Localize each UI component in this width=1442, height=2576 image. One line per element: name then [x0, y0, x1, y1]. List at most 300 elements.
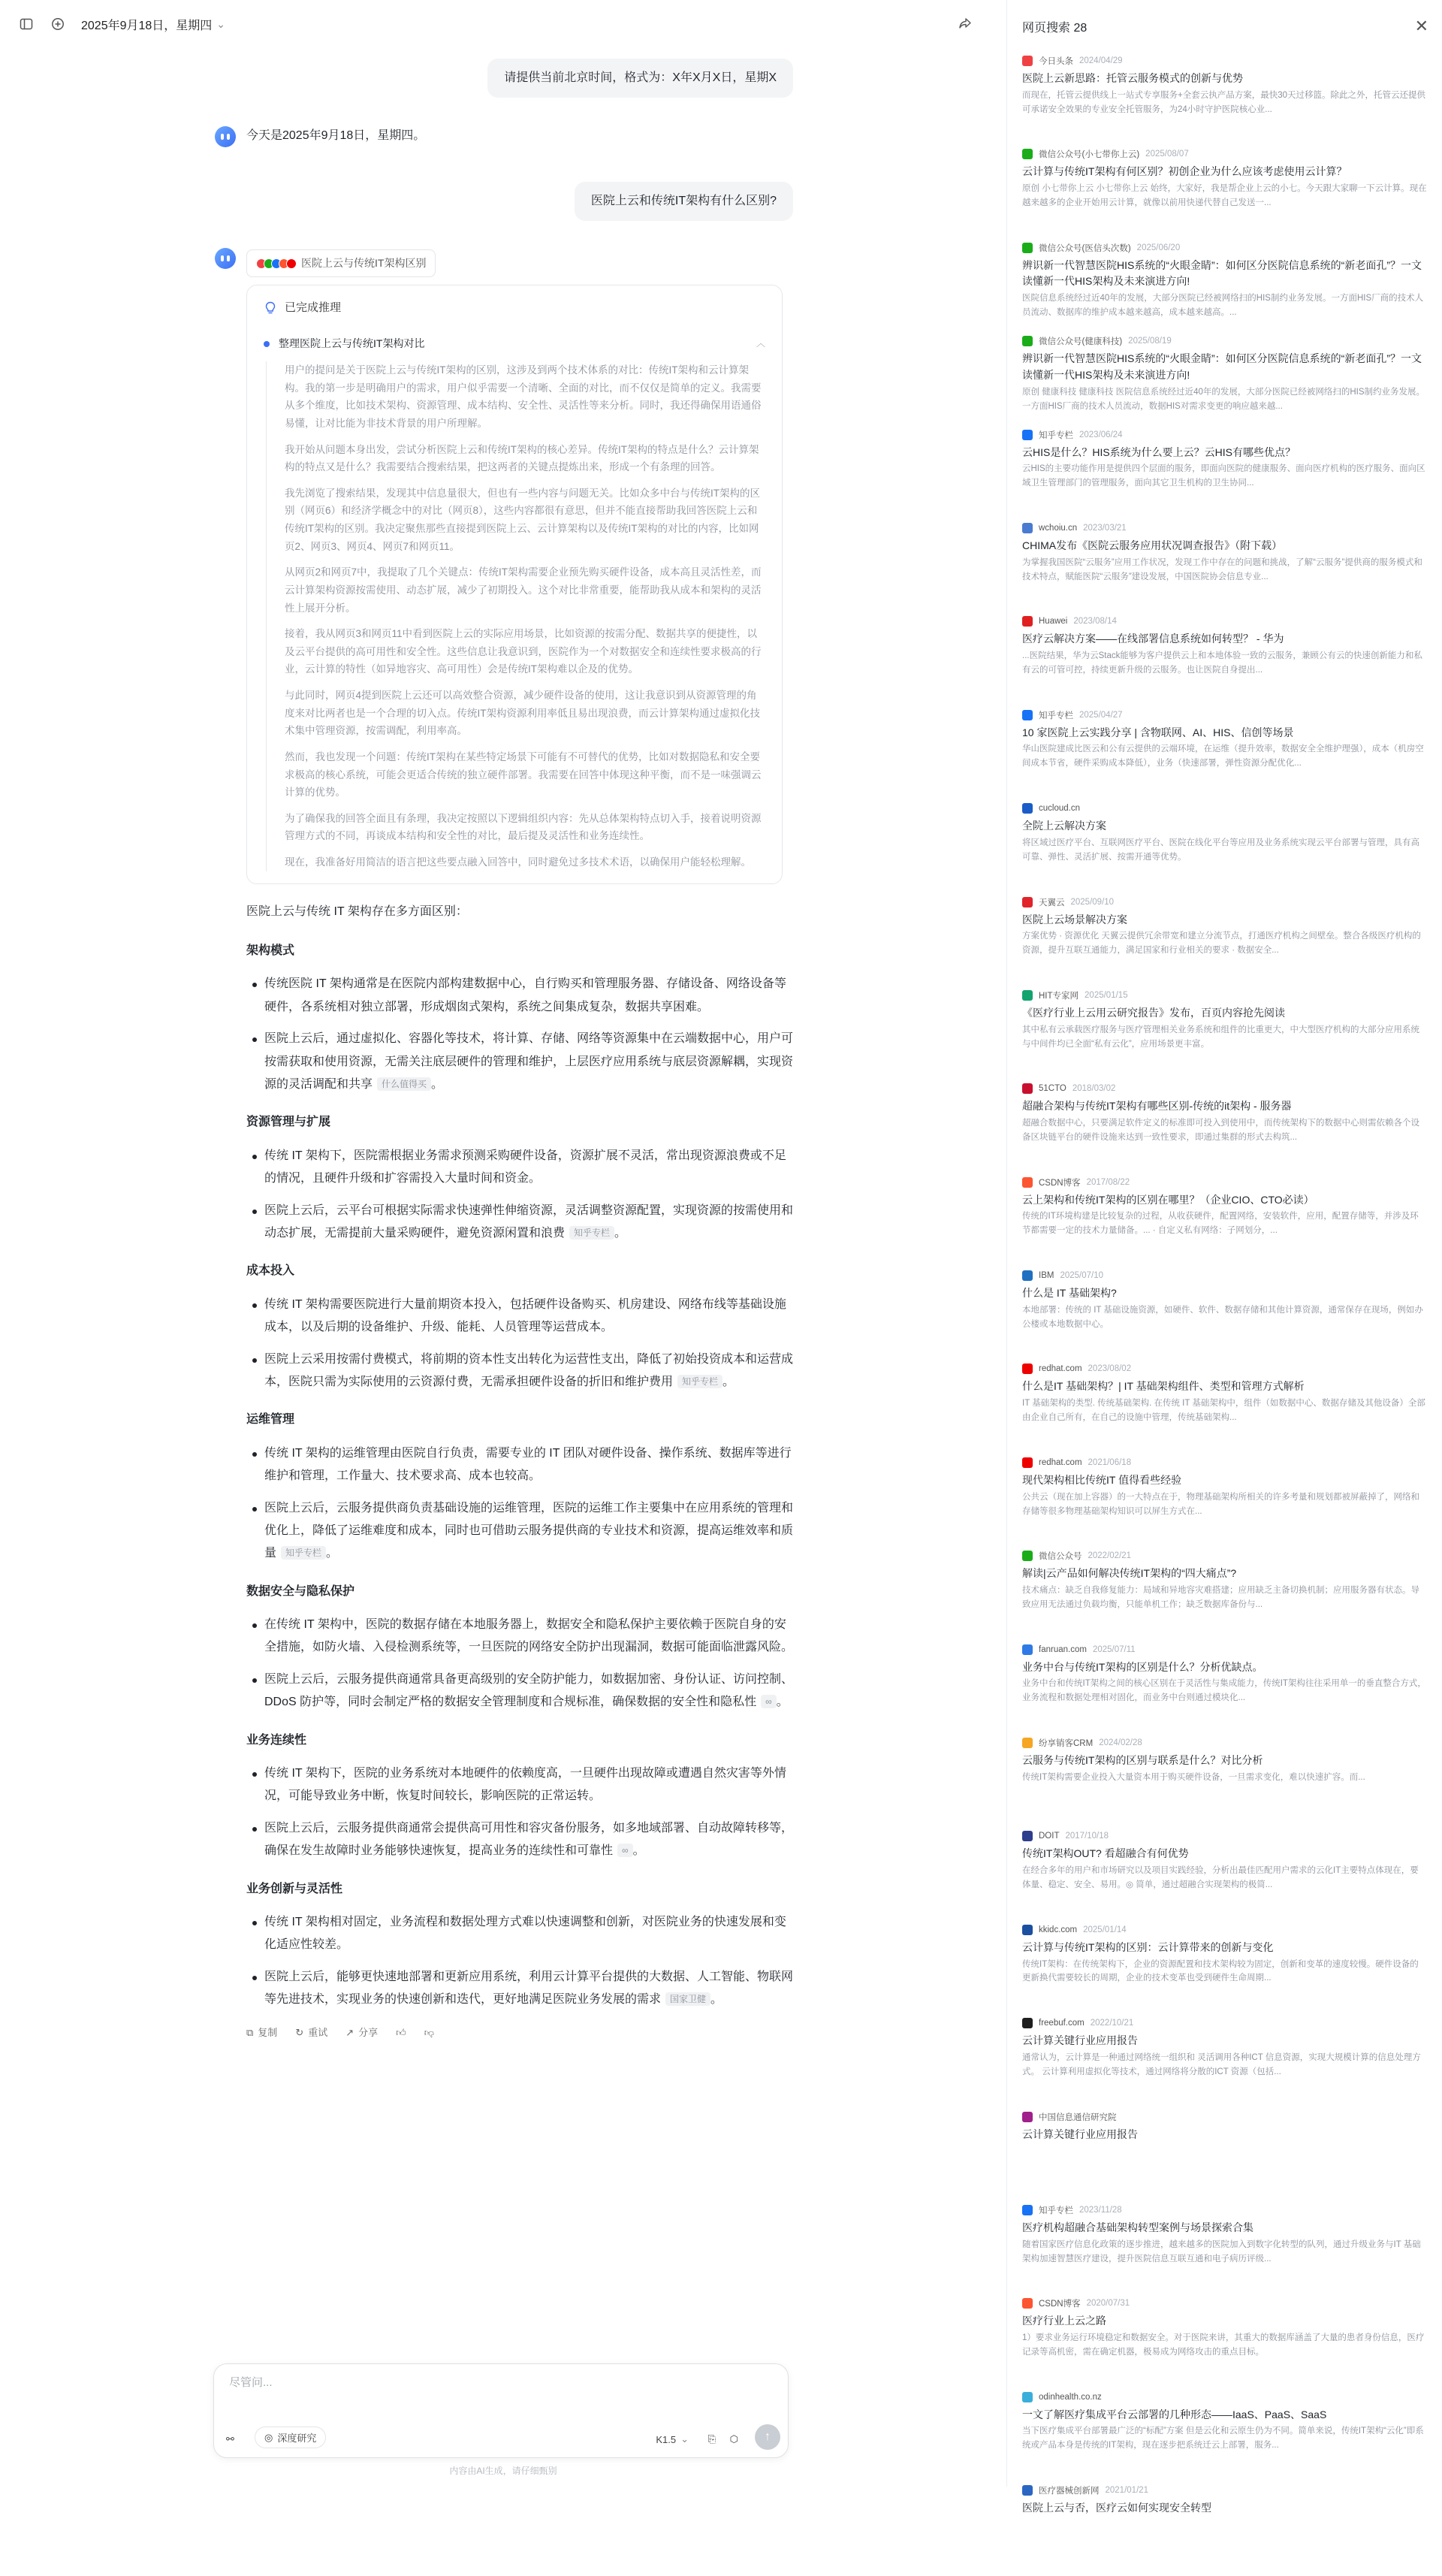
source-favicon-icon [1022, 2112, 1033, 2122]
result-meta [1022, 2295, 1427, 2312]
cube-icon[interactable]: ⬡ [729, 2433, 738, 2445]
result-date: 2025/06/20 [1136, 243, 1181, 252]
result-title[interactable]: 医疗云解决方案——在线部署信息系统如何转型？ - 华为 [1022, 633, 1284, 645]
search-results-panel [1007, 0, 1442, 2514]
search-result-item[interactable] [1007, 1548, 1442, 1641]
result-snippet: 随着国家医疗信息化政策的逐步推进，越来越多的医院加入到数字化转型的队列，通过升级业务与IT 基础架构加速智慧医疗建设，提升医院信息互联互通和电子病历评级... [1022, 2239, 1421, 2263]
assistant-message [215, 128, 793, 147]
source-favicon-icon [1022, 56, 1033, 66]
result-date: 2025/09/10 [1070, 897, 1115, 907]
list-item-text: 传统 IT 架构的运维管理由医院自行负责，需要专业的 IT 团队对硬件设备、操作系统、数据库等进行维护和管理，工作量大、技术要求高、成本也较高。 [264, 1446, 792, 1483]
section-list [246, 1911, 793, 2012]
search-result-item[interactable] [1007, 1454, 1442, 1548]
reasoning-paragraph: 我开始从问题本身出发，尝试分析医院上云和传统IT架构的核心差异。传统IT架构的特点是什么？云计算架构的特点又是什么？我需要结合搜索结果，把这两者的关键点提炼出来，形成一个有条理的回答。 [285, 443, 759, 473]
result-title[interactable]: 全院上云解决方案 [1022, 820, 1106, 832]
search-results-list [1007, 53, 1442, 2576]
assistant-avatar [215, 248, 236, 269]
result-source: CSDN博客 [1039, 2300, 1081, 2309]
result-meta [1022, 1174, 1427, 1191]
result-source: 天翼云 [1039, 898, 1065, 907]
source-favicon-icon [1022, 1925, 1033, 1935]
result-title[interactable]: 云上架构和传统IT架构的区别在哪里？（企业CIO、CTO必读） [1022, 1193, 1314, 1206]
assistant-text: 今天是2025年9月18日，星期四。 [246, 129, 426, 142]
reasoning-step-title: 整理医院上云与传统IT架构对比 [279, 337, 425, 350]
section-list [246, 1294, 793, 1394]
search-result-item[interactable] [1007, 613, 1442, 706]
source-favicon-icon [1022, 990, 1033, 1001]
copy-icon: ⧉ [246, 2026, 254, 2038]
source-favicon-icon [1022, 336, 1033, 346]
list-item: 医院上云后，能够更快速地部署和更新应用系统，利用云计算平台提供的大数据、人工智能、物联网等先进技术，实现业务的快速创新和迭代，更好地满足医院业务发展的需求 国家卫健 。 [246, 1966, 793, 2012]
result-title[interactable]: 云HIS是什么？HIS系统为什么要上云？云HIS有哪些优点？ [1022, 445, 1296, 458]
copy-label: 复制 [258, 2026, 278, 2038]
search-result-item[interactable] [1007, 2202, 1442, 2295]
result-title[interactable]: 医院上云场景解决方案 [1022, 913, 1127, 926]
result-snippet: 传统的IT环境构建是比较复杂的过程，从收获硬件，配置网络，安装软件，应用，配置存储等，并涉及环节都需要一定的技术力量储备。... · 自定义私有网络：子网划分，... [1022, 1212, 1419, 1236]
result-meta [1022, 1641, 1427, 1658]
reasoning-paragraph: 然而，我也发现一个问题：传统IT架构在某些特定场景下可能有不可替代的优势，比如对数据隐私和安全要求极高的核心系统，可能会更适合传统的独立硬件部署。我需要在回答中体现这种平衡，而不是一味强调云计算的优势。 [285, 750, 762, 799]
result-source: wchoiu.cn [1039, 523, 1078, 533]
source-favicon-icon [1022, 1644, 1033, 1655]
source-favicon-icon [1022, 1457, 1033, 1468]
refresh-icon: ↻ [295, 2026, 304, 2038]
result-source: freebuf.com [1039, 2019, 1085, 2028]
chat-scroll[interactable] [0, 48, 1006, 2362]
result-meta [1022, 1080, 1427, 1097]
reasoning-panel [246, 285, 783, 884]
list-item: 医院上云后，云服务提供商通常具备更高级别的安全防护能力，如数据加密、身份认证、访问控制、DDoS 防护等，同时会制定严格的数据安全管理制度和合规标准，确保数据的安全性和隐私性 ∞ 。 [246, 1669, 793, 1714]
result-snippet: 1）要求业务运行环境稳定和数据安全。对于医院来讲，其重大的数据库涵盖了大量的患者身份信息，医疗记录等高机密，需在确定机器，极易成为网络攻击的重点目标。 [1022, 2333, 1425, 2357]
result-source: kkidc.com [1039, 1925, 1078, 1934]
result-date: 2023/06/24 [1079, 430, 1123, 439]
message-composer [213, 2363, 789, 2458]
result-snippet: 云HIS的主要功能作用是提供四个层面的服务，即面向医院的健康服务、面向医疗机构的医疗服务、面向区域卫生管理部门的管理服务，面向其它卫生机构的卫生协同... [1022, 464, 1425, 488]
search-result-item[interactable] [1007, 2389, 1442, 2482]
research-icon: ◎ [264, 2431, 273, 2443]
close-icon[interactable]: ✕ [1414, 17, 1428, 35]
tools-icon: ⚯ [226, 2433, 234, 2445]
result-date: 2024/02/28 [1099, 1738, 1142, 1748]
result-snippet: 传统IT架构：在传统架构下，企业的资源配置和技术架构较为固定，创新和变革的速度较慢。硬件设备的更新换代需要较长的周期，企业的技术变革也受到硬件生命周期... [1022, 1959, 1419, 1983]
list-item-text: 传统 IT 架构相对固定，业务流程和数据处理方式难以快速调整和创新，对医院业务的快速发展和变化适应性较差。 [264, 1915, 786, 1952]
search-result-item[interactable] [1007, 427, 1442, 520]
source-favicon-icon [1022, 1177, 1033, 1188]
arrow-up-icon: ↑ [765, 2430, 771, 2443]
result-meta [1022, 987, 1427, 1004]
result-source: 今日头条 [1039, 57, 1073, 66]
reasoning-header[interactable] [264, 297, 765, 319]
source-favicon-icon [1022, 243, 1033, 253]
share-button[interactable] [345, 2024, 378, 2043]
search-result-item[interactable] [1007, 2295, 1442, 2388]
source-favicon-icon [1022, 897, 1033, 907]
assistant-avatar [215, 126, 236, 147]
result-meta [1022, 2202, 1427, 2218]
result-title[interactable]: 一文了解医疗集成平台云部署的几种形态——IaaS、PaaS、SaaS [1022, 2408, 1327, 2420]
list-item: 医院上云后，云服务提供商通常会提供高可用性和容灾备份服务，如多地域部署、自动故障转移等，确保在发生故障时业务能够快速恢复，提高业务的连续性和可靠性 ∞ 。 [246, 1817, 793, 1863]
section-list [246, 973, 793, 1096]
list-item: 医院上云采用按需付费模式，将前期的资本性支出转化为运营性支出，降低了初始投资成本和运营成本，医院只需为实际使用的云资源付费，无需承担硬件设备的折旧和维护费用 知乎专栏 。 [246, 1348, 793, 1394]
result-source: 医疗器械创新网 [1039, 2487, 1100, 2496]
result-date: 2018/03/02 [1072, 1084, 1116, 1094]
result-source: redhat.com [1039, 1364, 1082, 1374]
lightbulb-icon [264, 301, 277, 315]
result-meta [1022, 2389, 1427, 2405]
result-meta [1022, 1922, 1427, 1938]
list-item: 医院上云后，通过虚拟化、容器化等技术，将计算、存储、网络等资源集中在云端数据中心，用户可按需获取和使用资源，无需关注底层硬件的管理和维护，上层医疗应用系统与底层资源解耦，实现资源的灵活调配和共享 什么值得买 。 [246, 1028, 793, 1096]
result-source: odinhealth.co.nz [1039, 2392, 1102, 2402]
result-date: 2025/07/11 [1092, 1644, 1136, 1654]
list-item [246, 1614, 793, 1659]
search-result-item[interactable] [1007, 800, 1442, 893]
list-item-text: 传统 IT 架构下，医院需根据业务需求预测采购硬件设备，资源扩展不灵活，常出现资源浪费或不足的情况，且硬件升级和扩容需投入大量时间和资金。 [264, 1149, 786, 1185]
source-favicons-icon [256, 258, 294, 269]
reasoning-paragraph: 用户的提问是关于医院上云与传统IT架构的区别，这涉及到两个技术体系的对比：传统IT架构和云计算架构。我的第一步是明确用户的需求，用户似乎需要一个清晰、全面的对比，而不仅仅是简单的定义。我需要从多个维度，比如技术架构、资源管理、成本结构、安全性、灵活性等来分析。同时，我还得确保用语通俗易懂，让对比能为非技术背景的用户所理解。 [285, 364, 762, 429]
result-source: 知乎专栏 [1039, 2206, 1073, 2215]
source-favicon-icon [1022, 2205, 1033, 2215]
result-snippet: 而现在，托管云提供线上一站式专享服务+全套云执产品方案，最快30天过移篮。除此之外，托管云还提供可承诺安全效果的专业安全托管服务，为24小时守护医院核心业... [1022, 90, 1426, 114]
source-favicon-icon [1022, 1738, 1033, 1748]
search-result-item[interactable] [1007, 894, 1442, 987]
section-title: 运维管理 [246, 1413, 295, 1427]
source-favicon-icon [1022, 616, 1033, 627]
citation-badge[interactable]: 知乎专栏 [569, 1226, 614, 1240]
search-sources-label: 医院上云与传统IT架构区别 [301, 257, 427, 270]
result-date: 2025/01/14 [1083, 1925, 1127, 1934]
search-result-item[interactable] [1007, 707, 1442, 800]
search-results-header [1007, 0, 1442, 53]
result-source: 知乎专栏 [1039, 711, 1073, 720]
share-icon[interactable] [957, 15, 973, 32]
result-source: DOIT [1039, 1832, 1060, 1841]
top-bar [0, 0, 1006, 48]
search-results-title: 网页搜索 28 [1022, 21, 1088, 35]
user-message [215, 182, 793, 221]
result-title[interactable]: 云计算与传统IT架构有何区别？初创企业为什么应该考虑使用云计算？ [1022, 165, 1347, 178]
result-title[interactable]: 业务中台与传统IT架构的区别是什么？分析优缺点。 [1022, 1660, 1263, 1673]
list-item-text: 传统医院 IT 架构通常是在医院内部构建数据中心，自行购买和管理服务器、存储设备、网络设备等硬件，各系统相对独立部署，形成烟囱式架构，系统之间集成复杂，数据共享困难。 [264, 977, 786, 1013]
result-date: 2023/08/14 [1073, 617, 1117, 627]
result-meta [1022, 2109, 1427, 2125]
list-item-text: 医院上云后，云服务提供商通常会提供高可用性和容灾备份服务，如多地域部署、自动故障转移等，确保在发生故障时业务能够快速恢复，提高业务的连续性和可靠性 [264, 1821, 794, 1858]
result-title[interactable]: 辨识新一代智慧医院HIS系统的“火眼金睛”：如何区分医院信息系统的“新老面孔”？一文读懂新一代HIS架构及未来演进方向! [1022, 352, 1422, 381]
conversation-title-text: 2025年9月18日，星期四 [81, 19, 213, 32]
section-title: 业务连续性 [246, 1733, 307, 1747]
result-snippet: 医院信息系统经过近40年的发展，大部分医院已经被网络扫的HIS制约业务发展。一方面HIS厂商的技术人员流动、数据库的维护成本越来越高，成本越来越高。... [1022, 294, 1424, 318]
list-item-text: 传统 IT 架构下，医院的业务系统对本地硬件的依赖度高，一旦硬件出现故障或遭遇自然灾害等外情况，可能导致业务中断，恢复时间较长，影响医院的正常运转。 [264, 1767, 786, 1803]
search-result-item[interactable] [1007, 333, 1442, 426]
new-chat-icon[interactable] [50, 16, 66, 32]
search-result-item[interactable] [1007, 1641, 1442, 1735]
list-item: 医院上云后，云平台可根据实际需求快速弹性伸缩资源，灵活调整资源配置，实现资源的按需使用和动态扩展，无需提前大量采购硬件，避免资源闲置和浪费 知乎专栏 。 [246, 1200, 793, 1246]
result-meta [1022, 240, 1427, 256]
source-favicon-icon [1022, 2392, 1033, 2402]
result-date: 2021/01/21 [1105, 2486, 1149, 2496]
result-meta [1022, 613, 1427, 630]
result-snippet: 本地部署：传统的 IT 基础设施资源，如硬件、软件、数据存储和其他计算资源，通常保存在现场，例如办公楼或本地数据中心。 [1022, 1305, 1423, 1329]
search-result-item[interactable] [1007, 240, 1442, 333]
search-result-item[interactable] [1007, 1828, 1442, 1921]
result-meta [1022, 1267, 1427, 1284]
result-snippet: 当下医疗集成平台部署最广泛的“标配”方案 但是云化和云原生仍为不同。简单来说，传统IT架构“云化”即系统或产品本身是传统的IT架构，现在逐步把系统迁云上部署，服务... [1022, 2427, 1424, 2451]
section-list [246, 1442, 793, 1566]
search-result-item[interactable] [1007, 1174, 1442, 1267]
result-snippet: IT 基础架构的类型. 传统基础架构. 在传统 IT 基础架构中，组件（如数据中心、数据存储及其他设备）全部由企业自己所有，在自己的设施中管理，传统基础架构... [1022, 1399, 1425, 1423]
citation-badge[interactable]: 国家卫健 [665, 1992, 710, 2006]
result-meta [1022, 894, 1427, 911]
result-source: IBM [1039, 1271, 1054, 1281]
result-snippet: 通常认为，云计算是一种通过网络统一组织和 灵活调用各种ICT 信息资源，实现大规模计算的信息处理方式。 云计算利用虚拟化等技术，通过网络将分散的ICT 资源（包括... [1022, 2052, 1421, 2076]
result-source: 微信公众号(小七带你上云) [1039, 150, 1140, 160]
search-result-item[interactable] [1007, 2109, 1442, 2202]
tools-button[interactable] [226, 2433, 234, 2445]
attach-icon[interactable]: ⎘ [707, 2433, 716, 2445]
result-date: 2024/04/29 [1079, 56, 1123, 65]
result-meta [1022, 2015, 1427, 2031]
result-title[interactable]: 超融合架构与传统IT架构有哪些区别-传统的it架构 - 服务器 [1022, 1100, 1292, 1113]
result-meta [1022, 1360, 1427, 1377]
result-snippet: 超融合数据中心，只要满足软件定义的标准即可投入到使用中，而传统架构下的数据中心则需依赖各个设备区块链平台的硬件设施来达到一致性要求，即通过集群的形式去构筑... [1022, 1118, 1419, 1142]
result-title[interactable]: 医院上云与否，医疗云如何实现安全转型 [1022, 2502, 1211, 2514]
result-date: 2025/04/27 [1079, 710, 1123, 720]
reasoning-paragraph: 从网页2和网页7中，我提取了几个关键点：传统IT架构需要企业预先购买硬件设备，成本高且灵活性差，而云计算架构资源按需使用、动态扩展，减少了初期投入。这个对比非常重要，能帮助我从成本和架构的灵活性上展开分析。 [285, 566, 762, 614]
result-date: 2020/07/31 [1086, 2299, 1130, 2309]
result-source: HIT专家网 [1039, 991, 1079, 1001]
reasoning-text [266, 361, 765, 871]
result-meta [1022, 146, 1427, 162]
search-result-item[interactable] [1007, 2482, 1442, 2575]
source-favicon-icon [1022, 1831, 1033, 1841]
result-source: 微信公众号(健康科技) [1039, 337, 1123, 347]
chevron-down-icon: ⌄ [216, 17, 226, 30]
result-source: 微信公众号 [1039, 1552, 1082, 1562]
result-snippet: ...医院结果，华为云Stack能够为客户提供云上和本地体验一致的云服务，兼顾公有云的快速创新能力和私有云的可管可控，持续更新升级的云服务。也让医院自身提出... [1022, 651, 1422, 675]
section-title: 成本投入 [246, 1264, 295, 1278]
result-meta [1022, 520, 1427, 536]
search-sources-chip[interactable] [246, 249, 436, 277]
reasoning-status: 已完成推理 [285, 300, 342, 314]
source-favicon-icon [1022, 1270, 1033, 1281]
result-date: 2021/06/18 [1088, 1457, 1132, 1467]
list-item-text: 在传统 IT 架构中，医院的数据存储在本地服务器上，数据安全和隐私保护主要依赖于医院自身的安全措施，如防火墙、入侵检测系统等，一旦医院的网络安全防护出现漏洞，数据可能面临泄露风险。 [264, 1618, 794, 1654]
result-snippet: 在经合多年的用户和市场研究以及项目实践经验，分析出最佳匹配用户需求的云化IT主要特点体现在，要体量、稳定、安全、易用。◎ 简单，通过超融合实现架构的极简... [1022, 1866, 1419, 1890]
send-button[interactable] [755, 2424, 780, 2450]
source-favicon-icon [1022, 710, 1033, 720]
reasoning-step[interactable] [264, 334, 765, 354]
result-title[interactable]: CHIMA发布《医院云服务应用状况调查报告》（附下载） [1022, 539, 1283, 551]
result-meta [1022, 333, 1427, 349]
source-favicon-icon [1022, 149, 1033, 159]
result-title[interactable]: 云服务与传统IT架构的区别与联系是什么？对比分析 [1022, 1754, 1263, 1767]
citation-badge[interactable]: ∞ [617, 1844, 633, 1857]
result-title[interactable]: 现代架构相比传统IT 值得看些经验 [1022, 1473, 1182, 1486]
list-item-text: 医院上云后，云服务提供商负责基础设施的运维管理，医院的运维工作主要集中在应用系统的管理和优化上，降低了运维难度和成本，同时也可借助云服务提供商的专业技术和资源，提高运维效率和质量 [264, 1501, 794, 1560]
sidebar-toggle-icon[interactable] [18, 16, 35, 32]
search-result-item[interactable] [1007, 1080, 1442, 1173]
result-title[interactable]: 云计算与传统IT架构的区别：云计算带来的创新与变化 [1022, 1940, 1274, 1953]
share-label: 分享 [358, 2026, 379, 2038]
result-snippet: 原创 小七带你上云 小七带你上云 始终，大家好，我是帮企业上云的小七。今天跟大家聊一下云计算。现在越来越多的企业开始用云计算，就像以前用快递代替自己发送一... [1022, 184, 1427, 208]
result-source: 知乎专栏 [1039, 430, 1073, 440]
search-result-item[interactable] [1007, 146, 1442, 239]
user-message [215, 59, 793, 98]
result-date: 2017/08/22 [1086, 1177, 1130, 1187]
result-snippet: 华山医院建成比医云和公有云提供的云端环境，在运维（提升效率，数据安全全维护理强），成本（机房空间成本节省，硬件采购成本降低），业务（快速部署，弹性资源分配优化... [1022, 744, 1424, 769]
result-title[interactable]: 医院上云新思路：托管云服务模式的创新与优势 [1022, 72, 1243, 84]
result-meta [1022, 1454, 1427, 1471]
list-item-text: 医院上云后，通过虚拟化、容器化等技术，将计算、存储、网络等资源集中在云端数据中心，用户可按需获取和使用资源，无需关注底层硬件的管理和维护，上层医疗应用系统与底层资源解耦，实现资源的灵活调配和共享 [264, 1032, 794, 1092]
reasoning-paragraph: 接着，我从网页3和网页11中看到医院上云的实际应用场景，比如资源的按需分配、数据共享的便捷性，以及云平台提供的高可用性和安全性。这些信息让我意识到，医院作为一个对数据安全和连续性要求极高的行业，云计算的特性（如异地容灾、高可用性）会是传统IT架构难以企及的优势。 [285, 628, 762, 675]
result-source: cucloud.cn [1039, 804, 1080, 814]
retry-label: 重试 [308, 2026, 328, 2038]
result-date: 2025/07/10 [1060, 1271, 1104, 1281]
retry-button[interactable] [295, 2024, 327, 2043]
reasoning-paragraph: 为了确保我的回答全面且有条理，我决定按照以下逻辑组织内容：先从总体架构特点切入手，接着说明资源管理方式的不同，再谈成本结构和安全性的对比，最后提及灵活性和业务连续性。 [285, 812, 762, 842]
list-item-text: 医院上云后，云平台可根据实际需求快速弹性伸缩资源，灵活调整资源配置，实现资源的按需使用和动态扩展，无需提前大量采购硬件，避免资源闲置和浪费 [264, 1203, 794, 1240]
section-list [246, 1145, 793, 1246]
result-meta [1022, 2482, 1427, 2499]
message-input[interactable] [229, 2376, 755, 2389]
answer-body [246, 249, 793, 2042]
source-favicon-icon [1022, 2018, 1033, 2028]
search-result-item[interactable] [1007, 520, 1442, 613]
model-selector[interactable] [656, 2433, 689, 2445]
result-date: 2023/11/28 [1079, 2205, 1122, 2215]
thumbs-up-icon[interactable]: 👍︎ [396, 2026, 406, 2038]
result-source: 纷享销客CRM [1039, 1739, 1094, 1749]
reasoning-paragraph: 现在，我准备好用简洁的语言把这些要点融入回答中，同时避免过多技术术语，以确保用户能轻松理解。 [285, 856, 751, 868]
answer-intro: 医院上云与传统 IT 架构存在多方面区别： [246, 904, 468, 918]
result-meta [1022, 707, 1427, 723]
search-result-item[interactable] [1007, 1735, 1442, 1828]
result-meta [1022, 1548, 1427, 1564]
result-date: 2023/08/02 [1088, 1364, 1132, 1374]
citation-badge[interactable]: 什么值得买 [377, 1077, 431, 1091]
result-source: 中国信息通信研究院 [1039, 2112, 1117, 2122]
list-item-text: 医院上云采用按需付费模式，将前期的资本性支出转化为运营性支出，降低了初始投资成本和运营成本，医院只需为实际使用的云资源付费，无需承担硬件设备的折旧和维护费用 [264, 1352, 794, 1388]
search-result-item[interactable] [1007, 1922, 1442, 2015]
citation-badge[interactable]: 知乎专栏 [281, 1546, 326, 1560]
list-item [246, 1911, 793, 1957]
result-source: fanruan.com [1039, 1644, 1087, 1654]
result-title[interactable]: 云计算关键行业应用报告 [1022, 2034, 1138, 2047]
source-favicon-icon [1022, 1551, 1033, 1561]
model-label: K1.5 [656, 2433, 677, 2445]
search-result-item[interactable] [1007, 987, 1442, 1080]
result-title[interactable]: 什么是IT 基础架构？| IT 基础架构组件、类型和管理方式解析 [1022, 1380, 1305, 1393]
result-meta [1022, 53, 1427, 69]
result-title[interactable]: 云计算关键行业应用报告 [1022, 2128, 1138, 2140]
user-bubble: 医院上云和传统IT架构有什么区别? [575, 182, 793, 221]
result-source: CSDN博客 [1039, 1178, 1081, 1188]
result-snippet: 方案优势 · 资源优化 天翼云提供冗余带宽和建立分流节点，打通医疗机构之间壁垒。整合各级医疗机构的资源，提升互联互通能力，满足国家和行业相关的要求 · 数据安全... [1022, 932, 1421, 956]
citation-badge[interactable]: 知乎专栏 [677, 1375, 723, 1388]
conversation-title[interactable] [81, 16, 225, 33]
search-result-item[interactable] [1007, 53, 1442, 146]
list-item-text: 传统 IT 架构需要医院进行大量前期资本投入，包括硬件设备购买、机房建设、网络布线等基础设施成本，以及后期的设备维护、升级、能耗、人员管理等运营成本。 [264, 1297, 786, 1334]
result-meta [1022, 1828, 1427, 1844]
result-title[interactable]: 《医疗行业上云用云研究报告》发布，百页内容抢先阅读 [1022, 1006, 1285, 1019]
deep-research-button[interactable] [255, 2427, 326, 2448]
list-item [246, 1294, 793, 1339]
citation-badge[interactable]: ∞ [761, 1695, 777, 1708]
search-result-item[interactable] [1007, 1360, 1442, 1454]
result-snippet: 为掌握我国医院“云服务”应用工作状况，发现工作中存在的问题和挑战，了解“云服务”提供商的服务模式和技术特点，赋能医院“云服务”建设发展，中国医院协会信息专业... [1022, 557, 1422, 581]
result-source: 51CTO [1039, 1084, 1066, 1094]
section-title: 资源管理与扩展 [246, 1116, 331, 1129]
result-date: 2017/10/18 [1065, 1832, 1109, 1841]
result-snippet: 原创 健康科技 健康科技 医院信息系统经过近40年的发展，大部分医院已经被网络扫的HIS制约业务发展。一方面HIS厂商的技术人员流动，数据HIS对需求变更的响应越来越... [1022, 387, 1425, 411]
result-title[interactable]: 解读|云产品如何解决传统IT架构的“四大痛点”? [1022, 1567, 1237, 1580]
assistant-answer [215, 249, 793, 2042]
thumbs-down-icon[interactable]: 👎︎ [424, 2026, 434, 2038]
result-source: Huawei [1039, 617, 1068, 627]
section-list [246, 1762, 793, 1863]
reasoning-paragraph: 与此同时，网页4提到医院上云还可以高效整合资源，减少硬件设备的使用，这让我意识到从资源管理的角度来对比两者也是一个合理的切入点。传统IT架构资源利用率低且易出现浪费，而云计算架构通过虚拟化技术集中管理资源，按需调配，利用率高。 [285, 690, 760, 737]
user-bubble: 请提供当前北京时间，格式为：X年X月X日，星期X [487, 59, 793, 98]
ai-disclaimer: 内容由AI生成，请仔细甄别 [449, 2466, 557, 2476]
source-favicon-icon [1022, 1083, 1033, 1094]
section-title: 架构模式 [246, 944, 295, 958]
chevron-down-icon: ⌄ [680, 2433, 689, 2445]
result-source: redhat.com [1039, 1457, 1082, 1467]
result-title[interactable]: 10 家医院上云实践分享 | 含物联网、AI、HIS、信创等场景 [1022, 726, 1294, 738]
message-actions [246, 2024, 793, 2043]
result-snippet: 公共云（现在加上容器）的一大特点在于，物理基础架构所相关的许多考量和规划都被屏蔽掉了，网络和存储等很多物理基础架构知识可以屏生方式在... [1022, 1492, 1419, 1516]
result-date: 2025/08/19 [1128, 337, 1172, 346]
result-date: 2025/01/15 [1085, 990, 1128, 1000]
source-favicon-icon [1022, 523, 1033, 533]
result-snippet: 将区域过医疗平台、互联网医疗平台、医院在线化平台等应用及业务系统实现云平台部署与管理，具有高可靠、弹性、灵活扩展、按需开通等优势。 [1022, 838, 1419, 862]
search-result-item[interactable] [1007, 2015, 1442, 2108]
section-list [246, 1614, 793, 1714]
step-dot-icon [264, 341, 270, 347]
share-small-icon: ↗ [345, 2026, 354, 2038]
list-item-text: 医院上云后，能够更快速地部署和更新应用系统，利用云计算平台提供的大数据、人工智能、物联网等先进技术，实现业务的快速创新和迭代，更好地满足医院业务发展的需求 [264, 1970, 794, 2007]
list-item-text: 医院上云后，云服务提供商通常具备更高级别的安全防护能力，如数据加密、身份认证、访问控制、DDoS 防护等，同时会制定严格的数据安全管理制度和合规标准，确保数据的安全性和隐私性 [264, 1672, 794, 1709]
source-favicon-icon [1022, 803, 1033, 814]
source-favicon-icon [1022, 2298, 1033, 2309]
list-item: 医院上云后，云服务提供商负责基础设施的运维管理，医院的运维工作主要集中在应用系统的管理和优化上，降低了运维难度和成本，同时也可借助云服务提供商的专业技术和资源，提高运维效率和质量 知乎专栏 。 [246, 1497, 793, 1566]
result-title[interactable]: 医疗机构超融合基础架构转型案例与场景探索合集 [1022, 2221, 1253, 2233]
chevron-up-icon[interactable]: ︿ [756, 338, 765, 349]
section-title: 数据安全与隐私保护 [246, 1584, 355, 1598]
source-favicon-icon [1022, 2485, 1033, 2496]
result-meta [1022, 427, 1427, 443]
list-item [246, 973, 793, 1019]
result-title[interactable]: 什么是 IT 基础架构? [1022, 1287, 1117, 1300]
result-snippet: 技术痛点：缺乏自我修复能力：局域和异地容灾难搭建；应用缺乏主备切换机制；应用服务器有状态。导致应用无法通过负载均衡，只能单机工作；缺乏数据库备份与... [1022, 1585, 1419, 1609]
deep-research-label: 深度研究 [277, 2433, 317, 2444]
section-title: 业务创新与灵活性 [246, 1882, 343, 1895]
list-item [246, 1145, 793, 1191]
copy-button[interactable] [246, 2024, 277, 2043]
source-favicon-icon [1022, 430, 1033, 440]
result-date: 2022/02/21 [1088, 1551, 1132, 1561]
result-meta [1022, 1735, 1427, 1751]
search-result-item[interactable] [1007, 1267, 1442, 1360]
result-title[interactable]: 辨识新一代智慧医院HIS系统的“火眼金睛”：如何区分医院信息系统的“新老面孔”？一文读懂新一代HIS架构及未来演进方向! [1022, 258, 1422, 288]
result-title[interactable]: 医疗行业上云之路 [1022, 2315, 1106, 2327]
list-item [246, 1762, 793, 1808]
result-date: 2022/10/21 [1090, 2019, 1134, 2028]
result-date: 2023/03/21 [1083, 523, 1127, 533]
result-meta [1022, 800, 1427, 817]
result-title[interactable]: 传统IT架构OUT? 看超融合有何优势 [1022, 1847, 1189, 1860]
result-date: 2025/08/07 [1145, 149, 1189, 159]
result-source: 微信公众号(医信头次数) [1039, 243, 1131, 253]
result-snippet: 业务中台和传统IT架构之间的核心区别在于灵活性与集成能力，传统IT架构往往采用单一的垂直整合方式，业务流程和数据处理相对固化，而业务中台则通过模块化... [1022, 1679, 1426, 1703]
